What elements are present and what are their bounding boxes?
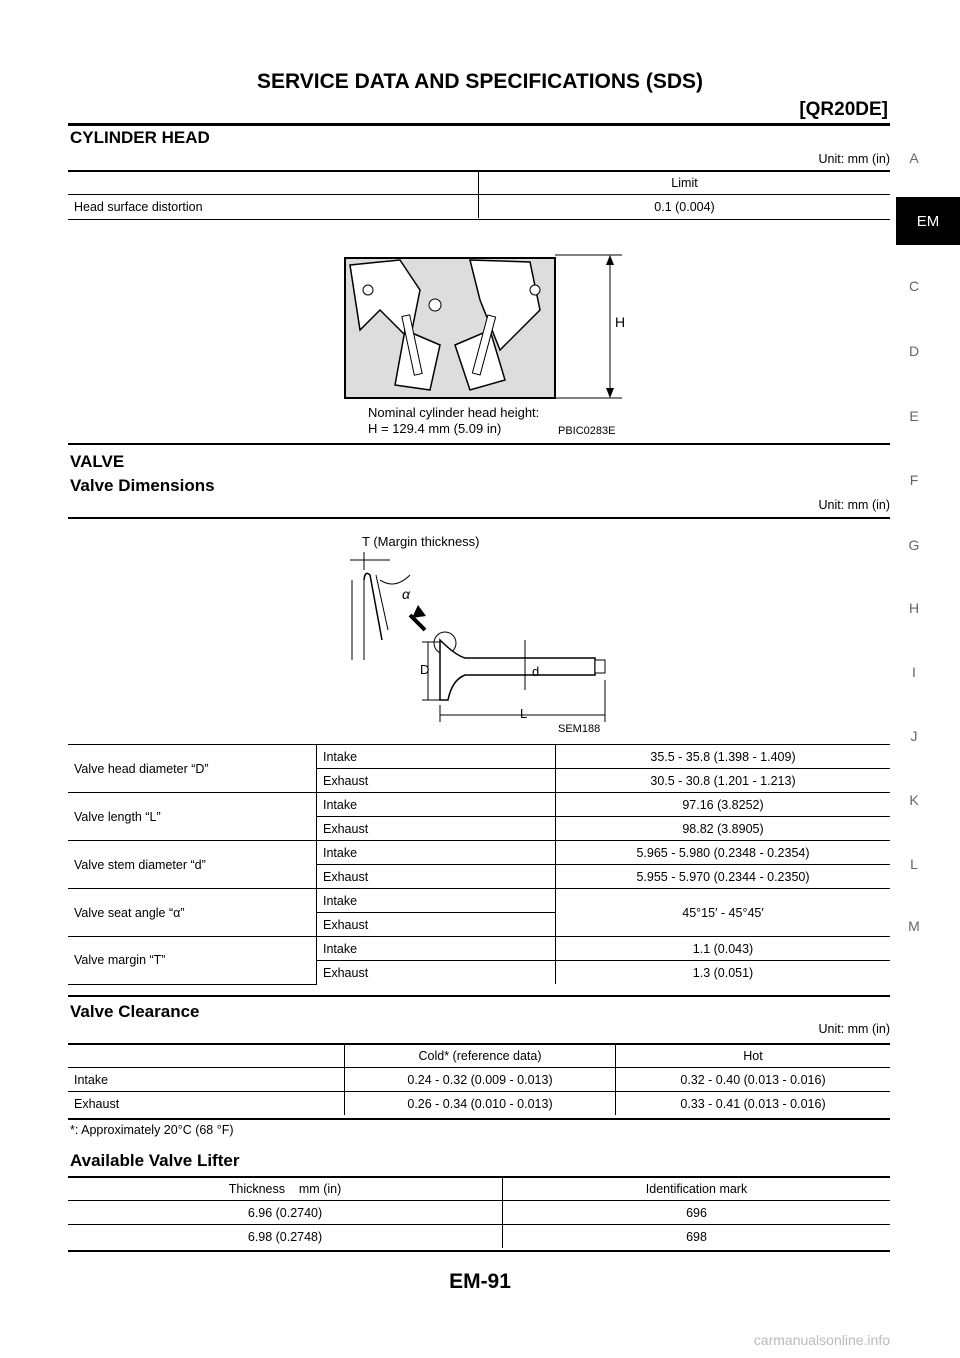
thickness-value: 6.98 (0.2748) (247, 1229, 323, 1244)
table-top-rule (68, 517, 890, 519)
row-label: Head surface distortion (74, 199, 203, 214)
exhaust-value: 98.82 (3.8905) (556, 817, 891, 841)
exhaust-label: Exhaust (317, 865, 556, 889)
index-letter-l[interactable]: L (910, 856, 918, 872)
clearance-footnote: *: Approximately 20°C (68 °F) (70, 1123, 234, 1137)
table-bottom-rule (68, 1118, 890, 1120)
row-label: Valve head diameter “D” (68, 745, 317, 793)
index-letter-a[interactable]: A (909, 150, 919, 166)
figure-stem-label: d (532, 664, 540, 679)
engine-code: [QR20DE] (799, 99, 888, 120)
index-letter-j[interactable]: J (910, 728, 918, 744)
index-letter-g[interactable]: G (908, 537, 920, 553)
figure-code: SEM188 (558, 723, 601, 735)
hot-value: 0.32 - 0.40 (0.013 - 0.016) (616, 1068, 891, 1092)
row-label: Valve seat angle “α” (68, 889, 317, 937)
figure-caption-line2: H = 129.4 mm (5.09 in) (368, 421, 502, 436)
valve-drawing (340, 530, 620, 740)
table-bottom-rule (68, 995, 890, 997)
col-hot: Hot (616, 1044, 891, 1068)
intake-value: 97.16 (3.8252) (556, 793, 891, 817)
table-bottom-rule (68, 1250, 890, 1252)
unit-valve-dimensions: Unit: mm (in) (818, 498, 890, 512)
page-number: EM-91 (449, 1270, 511, 1293)
index-letter-i[interactable]: I (912, 664, 916, 680)
index-tab-em[interactable] (896, 197, 960, 245)
row-label: Valve length “L” (68, 793, 317, 841)
exhaust-value: 5.955 - 5.970 (0.2344 - 0.2350) (556, 865, 891, 889)
unit-cylinder-head: Unit: mm (in) (818, 152, 890, 166)
col-limit: Limit (479, 171, 891, 195)
merged-value: 45°15′ - 45°45′ (556, 889, 891, 937)
table-bottom-rule (68, 219, 890, 220)
exhaust-value: 30.5 - 30.8 (1.201 - 1.213) (556, 769, 891, 793)
section-rule (68, 443, 890, 445)
exhaust-value: 1.3 (0.051) (556, 961, 891, 985)
col-identification-mark: Identification mark (503, 1177, 891, 1201)
figure-h-label: H (615, 314, 626, 330)
valve-dimensions-table (68, 745, 890, 985)
intake-label: Intake (317, 841, 556, 865)
index-letter-d[interactable]: D (908, 343, 920, 359)
intake-value: 35.5 - 35.8 (1.398 - 1.409) (556, 745, 891, 769)
exhaust-label: Exhaust (317, 817, 556, 841)
exhaust-label: Exhaust (317, 913, 556, 937)
figure-caption-line1: Nominal cylinder head height: (368, 405, 540, 420)
valve-clearance-table (68, 1044, 890, 1115)
valve-lifter-table (68, 1177, 890, 1248)
figure-code: PBIC0283E (558, 425, 616, 437)
index-letter-f[interactable]: F (909, 472, 919, 488)
index-letter-m[interactable]: M (908, 918, 920, 934)
cold-value: 0.24 - 0.32 (0.009 - 0.013) (345, 1068, 616, 1092)
intake-value: 5.965 - 5.980 (0.2348 - 0.2354) (556, 841, 891, 865)
figure-alpha-label: α (402, 586, 410, 602)
intake-label: Intake (317, 937, 556, 961)
col-thickness: Thickness mm (in) (68, 1177, 503, 1201)
exhaust-label: Exhaust (317, 961, 556, 985)
index-letter-h[interactable]: H (908, 600, 920, 616)
index-letter-c[interactable]: C (908, 278, 920, 294)
col-cold: Cold* (reference data) (345, 1044, 616, 1068)
index-letter-e[interactable]: E (909, 408, 919, 424)
hot-value: 0.33 - 0.41 (0.013 - 0.016) (616, 1092, 891, 1116)
cold-value: 0.26 - 0.34 (0.010 - 0.013) (345, 1092, 616, 1116)
row-value: 0.1 (0.004) (479, 195, 891, 219)
thickness-value: 6.96 (0.2740) (68, 1201, 503, 1225)
row-label: Valve margin “T” (68, 937, 317, 985)
subsection-title-valve-dimensions: Valve Dimensions (70, 476, 215, 495)
row-label: Exhaust (74, 1096, 120, 1111)
intake-label: Intake (317, 793, 556, 817)
cylinder-head-table (68, 171, 890, 218)
row-label: Valve stem diameter “d” (68, 841, 317, 889)
figure-l-label: L (520, 706, 528, 721)
watermark: carmanualsonline.info (753, 1332, 890, 1348)
section-title-valve: VALVE (70, 452, 125, 471)
index-letter-k[interactable]: K (909, 792, 919, 808)
unit-valve-clearance: Unit: mm (in) (818, 1022, 890, 1036)
mark-value: 696 (503, 1201, 891, 1225)
figure-d-label: D (420, 662, 430, 677)
page-header-title: SERVICE DATA AND SPECIFICATIONS (SDS) (256, 70, 704, 93)
mark-value: 698 (503, 1225, 891, 1249)
cylinder-head-figure (340, 250, 630, 440)
subsection-title-valve-clearance: Valve Clearance (70, 1002, 200, 1021)
section-title-cylinder-head: CYLINDER HEAD (70, 128, 210, 147)
intake-label: Intake (317, 745, 556, 769)
index-tab-em-label: EM (916, 212, 940, 230)
valve-dimensions-figure (340, 530, 620, 740)
header-rule (68, 123, 890, 126)
intake-label: Intake (317, 889, 556, 913)
exhaust-label: Exhaust (317, 769, 556, 793)
row-label: Intake (68, 1068, 345, 1092)
intake-value: 1.1 (0.043) (556, 937, 891, 961)
figure-t-label: T (Margin thickness) (362, 534, 480, 549)
subsection-title-valve-lifter: Available Valve Lifter (70, 1151, 240, 1170)
